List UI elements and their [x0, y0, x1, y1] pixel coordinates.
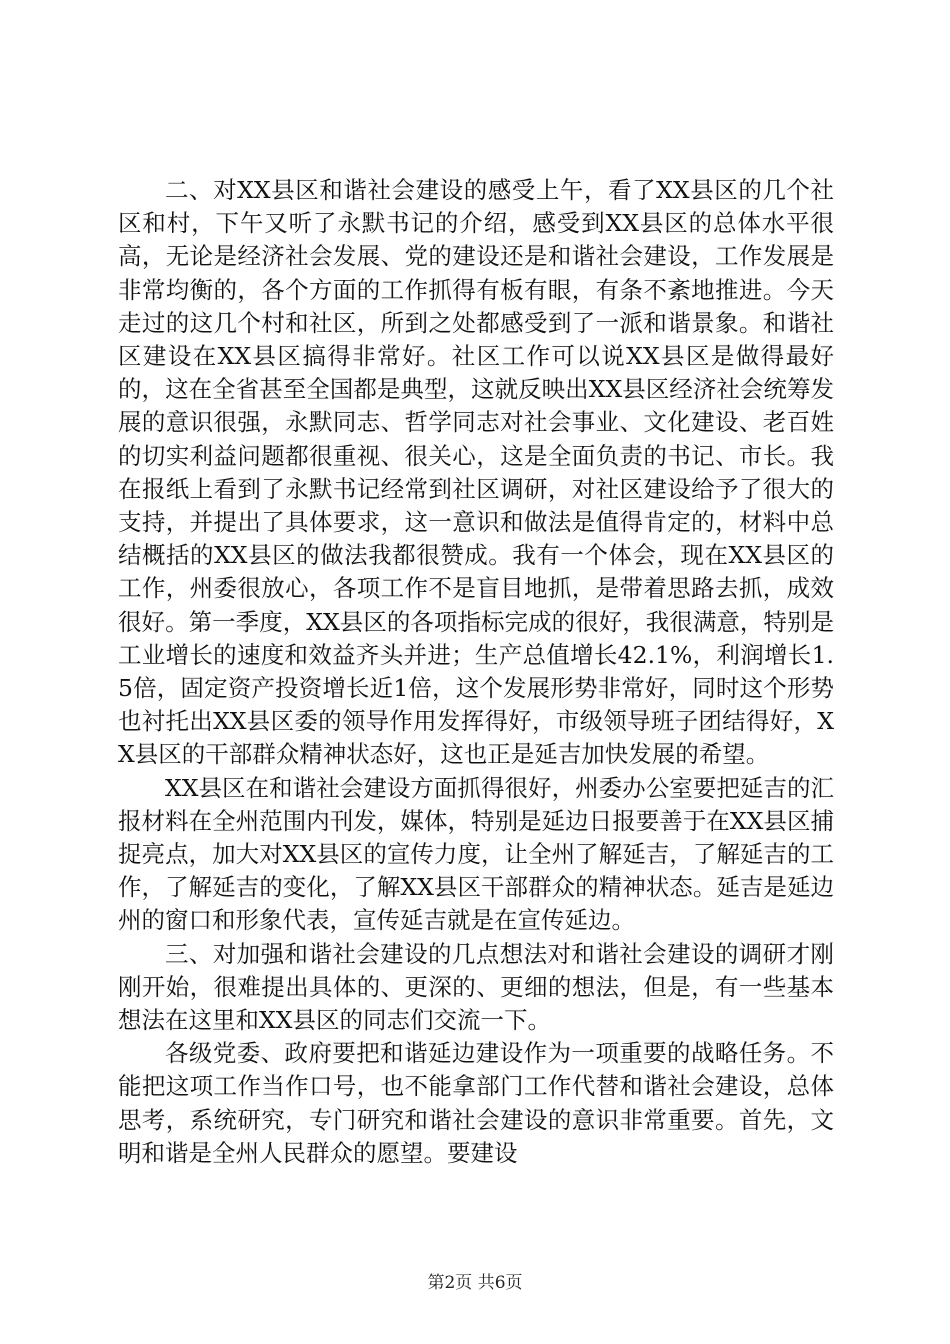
page-number-footer: 第2页 共6页	[427, 1273, 523, 1293]
paragraph-4: 各级党委、政府要把和谐延边建设作为一项重要的战略任务。不能把这项工作当作口号，也不能拿部门工作代替和谐社会建设，总体思考，系统研究，专门研究和谐社会建设的意识非常重要。首先，文明和谐是全州人民群众的愿望。要建设	[118, 1039, 834, 1167]
paragraph-2: XX县区在和谐社会建设方面抓得很好，州委办公室要把延吉的汇报材料在全州范围内刊发，媒体，特别是延边日报要善于在XX县区捕捉亮点，加大对XX县区的宣传力度，让全州了解延吉，了解延吉的工作，了解延吉的变化，了解XX县区干部群众的精神状态。延吉是延边州的窗口和形象代表，宣传延吉就是在宣传延边。	[118, 773, 834, 935]
paragraph-1: 二、对XX县区和谐社会建设的感受上午，看了XX县区的几个社区和村，下午又听了永默书记的介绍，感受到XX县区的总体水平很高，无论是经济社会发展、党的建设还是和谐社会建设，工作发展是非常均衡的，各个方面的工作抓得有板有眼，有条不紊地推进。今天走过的这几个村和社区，所到之处都感受到了一派和谐景象。和谐社区建设在XX县区搞得非常好。社区工作可以说XX县区是做得最好的，这在全省甚至全国都是典型，这就反映出XX县区经济社会统筹发展的意识很强，永默同志、哲学同志对社会事业、文化建设、老百姓的切实利益问题都很重视、很关心，这是全面负责的书记、市长。我在报纸上看到了永默书记经常到社区调研，对社区建设给予了很大的支持，并提出了具体要求，这一意识和做法是值得肯定的，材料中总结概括的XX县区的做法我都很赞成。我有一个体会，现在XX县区的工作，州委很放心，各项工作不是盲目地抓，是带着思路去抓，成效很好。第一季度，XX县区的各项指标完成的很好，我很满意，特别是工业增长的速度和效益齐头并进；生产总值增长42.1%，利润增长1.5倍，固定资产投资增长近1倍，这个发展形势非常好，同时这个形势也衬托出XX县区委的领导作用发挥得好，市级领导班子团结得好，XX县区的干部群众精神状态好，这也正是延吉加快发展的希望。	[118, 176, 834, 769]
paragraph-3: 三、对加强和谐社会建设的几点想法对和谐社会建设的调研才刚刚开始，很难提出具体的、更深的、更细的想法，但是，有一些基本想法在这里和XX县区的同志们交流一下。	[118, 939, 834, 1035]
document-body	[118, 174, 834, 1170]
